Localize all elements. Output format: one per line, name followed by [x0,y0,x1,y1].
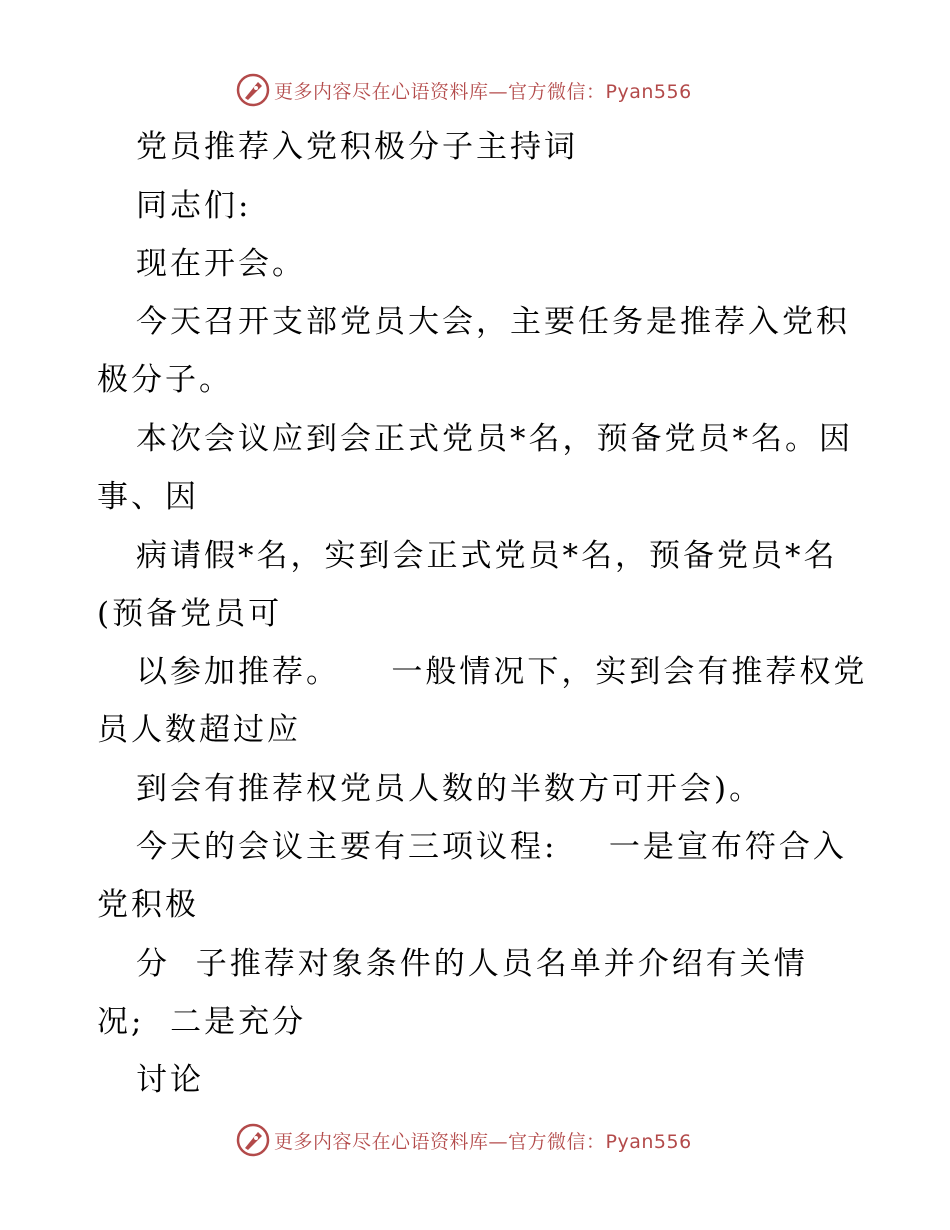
watermark-site: 更多内容尽在心语资料库 [274,1130,489,1153]
text-line: 今天召开支部党员大会，主要任务是推荐入党积 [136,304,850,340]
watermark-dash: — [488,80,509,103]
text-line: 极分子。 [97,362,233,398]
watermark-wechat-label: 官方微信： [508,80,606,103]
text-line: 到会有推荐权党员人数的半数方可开会)。 [136,771,764,807]
text-line: 党积极 [97,887,199,923]
text-line: 同志们: [136,188,252,224]
header-watermark [236,72,692,108]
document-title: 党员推荐入党积极分子主持词 [136,129,578,165]
watermark-wechat-label: 官方微信： [508,1130,606,1153]
watermark-site: 更多内容尽在心语资料库 [274,80,489,103]
text-line: 今天的会议主要有三项议程: 一是宣布符合入 [136,829,847,865]
text-line: 本次会议应到会正式党员*名，预备党员*名。因 [136,421,853,457]
footer-watermark [236,1122,692,1158]
text-line: 病请假*名，实到会正式党员*名，预备党员*名 [136,538,838,574]
text-line: 员人数超过应 [97,712,301,748]
pen-nib-logo-icon [236,1123,270,1157]
text-line: 事、因 [97,479,199,515]
text-line: 讨论 [136,1062,204,1098]
pen-nib-logo-icon [236,73,270,107]
watermark-wechat-id: Pyan556 [605,80,692,103]
text-line: (预备党员可 [97,596,283,632]
watermark-wechat-id: Pyan556 [605,1130,692,1153]
text-line: 现在开会。 [136,246,306,282]
watermark-text [274,77,692,104]
text-line: 以参加推荐。 一般情况下，实到会有推荐权党 [136,654,868,690]
watermark-dash: — [488,1130,509,1153]
text-line: 分 子推荐对象条件的人员名单并介绍有关情 [136,946,808,982]
text-line: 况; 二是充分 [97,1004,307,1040]
watermark-text [274,1127,692,1154]
